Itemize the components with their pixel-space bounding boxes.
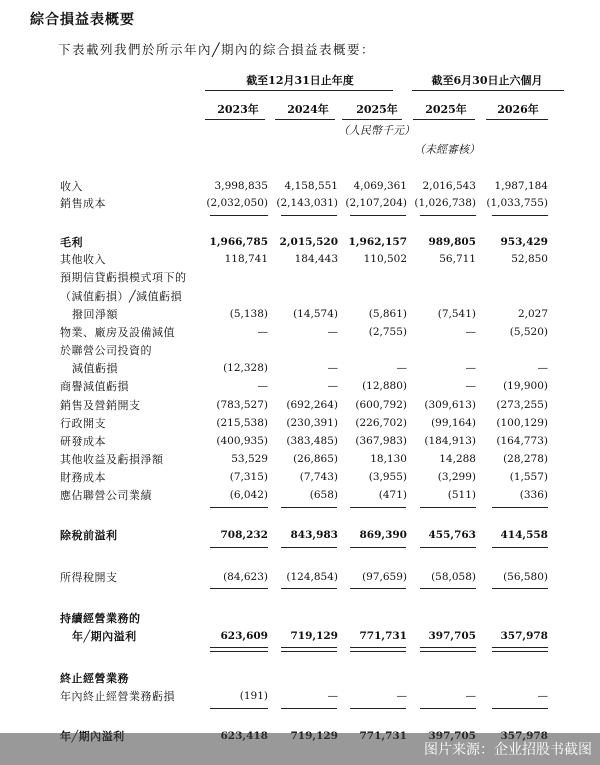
subtotal-rule <box>210 547 268 548</box>
row-label: 商譽減值虧損 <box>60 380 129 393</box>
cell: (14,574) <box>293 308 338 320</box>
row-label: 持續經營業務的 <box>60 612 141 625</box>
table-row <box>0 288 600 305</box>
cell: (99,164) <box>431 417 476 429</box>
row-label: 年內終止經營業務虧損 <box>60 690 175 703</box>
cell: 869,390 <box>359 529 407 541</box>
table-row <box>0 306 600 323</box>
col-header-2025-half: 2025年 <box>425 103 467 116</box>
cell: (5,520) <box>509 326 548 338</box>
cell: (2,143,031) <box>276 197 338 209</box>
subtotal-rule <box>492 708 548 709</box>
cell: 708,232 <box>220 529 268 541</box>
table-row <box>0 610 600 627</box>
cell: 1,962,157 <box>348 236 407 248</box>
cell: (230,391) <box>286 417 338 429</box>
table-row-gross-profit <box>0 234 600 251</box>
cell: (600,792) <box>355 399 407 411</box>
cell: (58,058) <box>431 571 476 583</box>
cell: 1,966,785 <box>209 236 268 248</box>
cell: (783,527) <box>216 399 268 411</box>
cell: 2,027 <box>517 308 548 320</box>
table-row <box>0 360 600 377</box>
subtotal-rule <box>281 588 337 589</box>
cell: 953,429 <box>500 236 548 248</box>
subtotal-rule <box>350 547 406 548</box>
table-row <box>0 251 600 268</box>
watermark-caption: 图片来源：企业招股书截图 <box>424 742 592 758</box>
cell: 2,015,520 <box>279 236 338 248</box>
subtotal-rule <box>281 547 337 548</box>
subtotal-rule <box>210 507 268 508</box>
cell: — <box>257 380 268 392</box>
cell: (215,538) <box>216 417 268 429</box>
cell: 3,998,835 <box>214 180 268 192</box>
unit-note: （人民幣千元） <box>338 124 415 137</box>
cell: (100,129) <box>496 417 548 429</box>
cell: (7,315) <box>229 471 268 483</box>
row-label: 年╱期內溢利 <box>72 630 137 643</box>
subtotal-rule <box>350 507 406 508</box>
subtotal-rule <box>420 547 476 548</box>
table-row-profit-before-tax <box>0 527 600 544</box>
cell: (336) <box>519 489 548 501</box>
row-label: 財務成本 <box>60 471 106 484</box>
cell: 719,129 <box>290 630 338 642</box>
cell: 4,069,361 <box>353 180 407 192</box>
subtotal-rule <box>210 708 268 709</box>
cell: 455,763 <box>428 529 476 541</box>
cell: — <box>396 690 407 702</box>
cell: (7,743) <box>299 471 338 483</box>
table-row-continuing-profit <box>0 628 600 645</box>
row-label: 物業、廠房及設備減值 <box>60 326 175 339</box>
cell: 623,609 <box>220 630 268 642</box>
cell: (12,328) <box>223 362 268 374</box>
row-label: 其他收入 <box>60 253 106 266</box>
cell: 414,558 <box>500 529 548 541</box>
cell: 771,731 <box>359 630 407 642</box>
cell: — <box>327 362 338 374</box>
cell: 989,805 <box>428 236 476 248</box>
col-header-2026-half: 2026年 <box>497 103 539 116</box>
cell: (3,299) <box>437 471 476 483</box>
table-row <box>0 378 600 395</box>
col-header-2025: 2025年 <box>356 103 398 116</box>
cell: (6,042) <box>229 489 268 501</box>
cell: 18,130 <box>370 453 407 465</box>
cell: (28,278) <box>503 453 548 465</box>
cell: — <box>465 380 476 392</box>
col-rule <box>486 119 548 120</box>
subtotal-rule <box>420 215 476 216</box>
cell: — <box>327 380 338 392</box>
cell: 843,983 <box>290 529 338 541</box>
col-header-2023: 2023年 <box>217 103 259 116</box>
cell: 4,158,551 <box>284 180 338 192</box>
cell: — <box>465 690 476 702</box>
cell: (2,755) <box>368 326 407 338</box>
row-label: 撥回淨額 <box>72 308 118 321</box>
col-rule <box>413 119 475 120</box>
row-label: 銷售成本 <box>60 197 106 210</box>
cell: 397,705 <box>428 630 476 642</box>
header-group-year: 截至12月31日止年度 <box>246 74 354 87</box>
table-row <box>0 433 600 450</box>
cell: (511) <box>447 489 476 501</box>
total-double-rule <box>210 647 268 652</box>
row-label: （減值虧損）╱減值虧損 <box>60 290 183 303</box>
cell: — <box>327 326 338 338</box>
row-label: 終止經營業務 <box>60 672 129 685</box>
subtotal-rule <box>492 588 548 589</box>
row-label: 應佔聯營公司業績 <box>60 489 152 502</box>
cell: (367,983) <box>355 435 407 447</box>
section-title: 綜合損益表概要 <box>30 12 135 28</box>
cell: (1,557) <box>509 471 548 483</box>
subtotal-rule <box>281 708 337 709</box>
cell: — <box>465 362 476 374</box>
subtotal-rule <box>210 215 268 216</box>
col-header-2024: 2024年 <box>287 103 329 116</box>
header-group-half: 截至6月30日止六個月 <box>431 74 543 87</box>
row-label: 研發成本 <box>60 435 106 448</box>
subtotal-rule <box>281 507 337 508</box>
cell: (7,541) <box>437 308 476 320</box>
subtotal-rule <box>420 507 476 508</box>
cell: (56,580) <box>503 571 548 583</box>
cell: (2,107,204) <box>345 197 407 209</box>
header-rule-half <box>412 90 564 91</box>
cell: (1,033,755) <box>486 197 548 209</box>
cell: (309,613) <box>424 399 476 411</box>
cell: 2,016,543 <box>422 180 476 192</box>
cell: 110,502 <box>363 253 407 265</box>
subtotal-rule <box>420 708 476 709</box>
cell: — <box>537 362 548 374</box>
table-row <box>0 415 600 432</box>
header-rule-year <box>205 90 393 91</box>
subtotal-rule <box>492 215 548 216</box>
cell: 118,741 <box>224 253 268 265</box>
subtotal-rule <box>350 215 406 216</box>
row-label: 於聯營公司投資的 <box>60 344 152 357</box>
row-label: 銷售及營銷開支 <box>60 399 141 412</box>
cell: (658) <box>309 489 338 501</box>
cell: — <box>327 690 338 702</box>
cell: (26,865) <box>293 453 338 465</box>
cell: (692,264) <box>286 399 338 411</box>
table-row <box>0 178 600 195</box>
cell: (273,255) <box>496 399 548 411</box>
cell: (3,955) <box>368 471 407 483</box>
cell: (19,900) <box>503 380 548 392</box>
total-double-rule <box>420 647 476 652</box>
cell: 357,978 <box>500 630 548 642</box>
cell: (400,935) <box>216 435 268 447</box>
cell: (84,623) <box>223 571 268 583</box>
cell: (12,880) <box>362 380 407 392</box>
cell: (471) <box>378 489 407 501</box>
table-row <box>0 397 600 414</box>
col-rule <box>342 119 402 120</box>
table-row <box>0 569 600 586</box>
total-double-rule <box>281 647 337 652</box>
cell: (184,913) <box>424 435 476 447</box>
cell: 14,288 <box>439 453 476 465</box>
cell: (2,032,050) <box>206 197 268 209</box>
intro-text: 下表載列我們於所示年內╱期內的綜合損益表概要： <box>58 42 376 57</box>
subtotal-rule <box>350 588 406 589</box>
cell: (5,138) <box>229 308 268 320</box>
cell: 52,850 <box>511 253 548 265</box>
cell: — <box>465 326 476 338</box>
table-row <box>0 469 600 486</box>
table-row <box>0 670 600 687</box>
row-label: 減值虧損 <box>72 362 118 375</box>
table-row <box>0 324 600 341</box>
cell: (191) <box>239 690 268 702</box>
subtotal-rule <box>210 588 268 589</box>
cell: (97,659) <box>362 571 407 583</box>
table-row <box>0 195 600 212</box>
row-label: 其他收益及虧損淨額 <box>60 453 164 466</box>
cell: — <box>396 362 407 374</box>
row-label: 預期信貸虧損模式項下的 <box>60 271 187 284</box>
cell: 184,443 <box>294 253 338 265</box>
unaudited-note: （未經審核） <box>414 143 480 156</box>
subtotal-rule <box>492 507 548 508</box>
row-label: 所得稅開支 <box>60 571 118 584</box>
table-row <box>0 269 600 286</box>
cell: (383,485) <box>286 435 338 447</box>
cell: (5,861) <box>368 308 407 320</box>
subtotal-rule <box>492 547 548 548</box>
cell: — <box>537 690 548 702</box>
table-row <box>0 451 600 468</box>
cell: (1,026,738) <box>414 197 476 209</box>
table-row <box>0 688 600 705</box>
row-label: 收入 <box>60 180 83 193</box>
subtotal-rule <box>281 215 337 216</box>
cell: (164,773) <box>496 435 548 447</box>
cell: (226,702) <box>355 417 407 429</box>
cell: (124,854) <box>286 571 338 583</box>
subtotal-rule <box>350 708 406 709</box>
table-row <box>0 342 600 359</box>
row-label: 毛利 <box>60 236 83 249</box>
cell: 53,529 <box>231 453 268 465</box>
cell: — <box>257 326 268 338</box>
table-row <box>0 487 600 504</box>
cell: 1,987,184 <box>494 180 548 192</box>
col-rule <box>275 119 335 120</box>
subtotal-rule <box>420 588 476 589</box>
total-double-rule <box>350 647 406 652</box>
total-double-rule <box>492 647 548 652</box>
cell: 56,711 <box>439 253 476 265</box>
row-label: 除稅前溢利 <box>60 529 118 542</box>
row-label: 行政開支 <box>60 417 106 430</box>
col-rule <box>205 119 265 120</box>
